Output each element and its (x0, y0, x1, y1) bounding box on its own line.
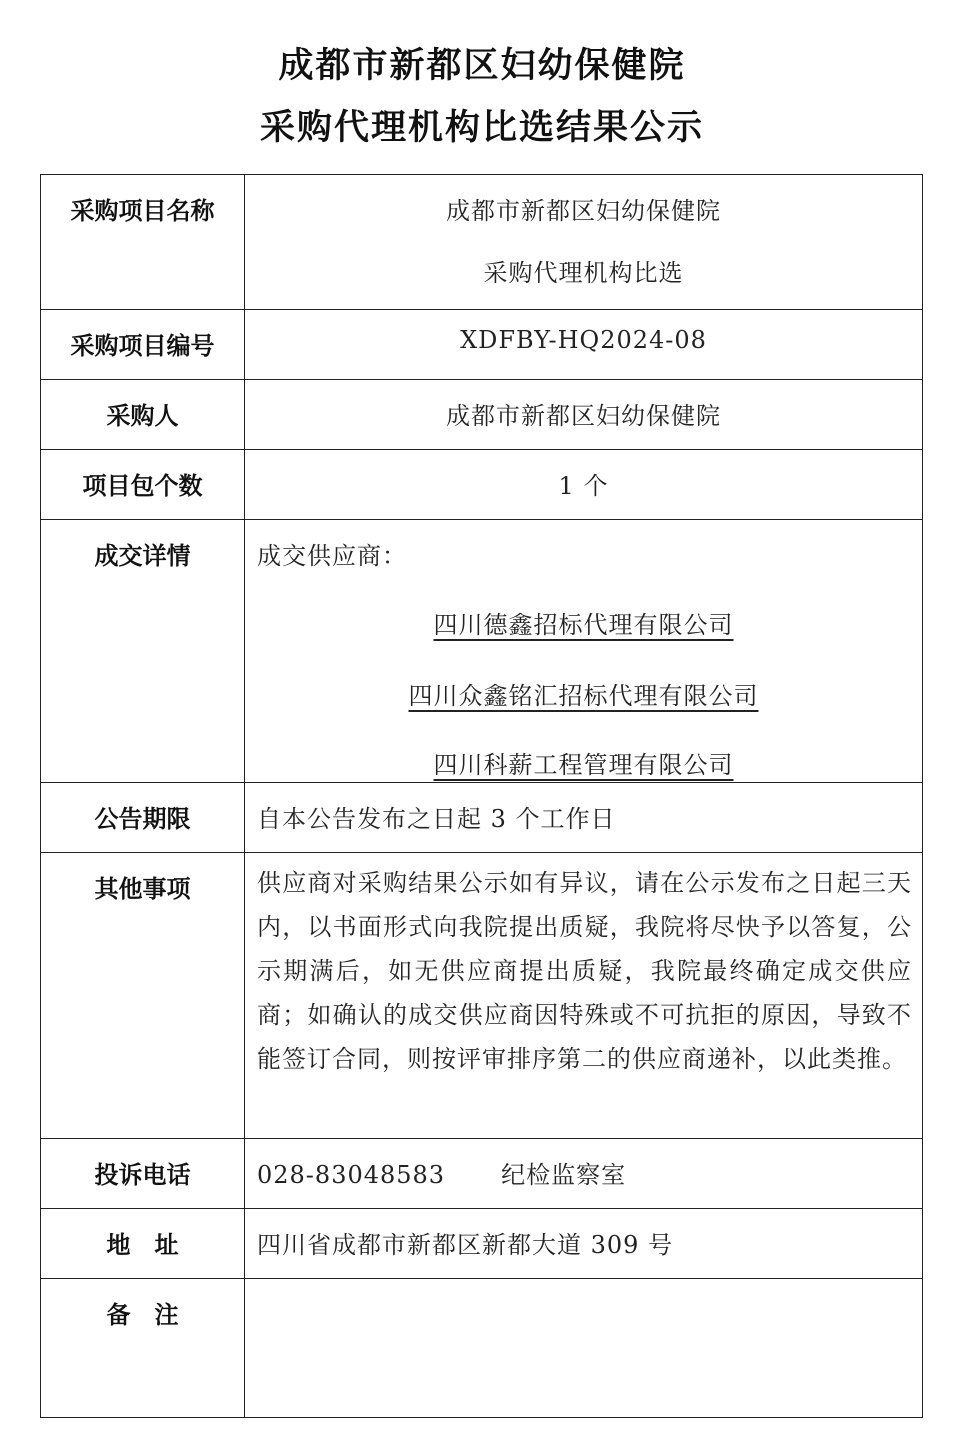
value-deal (245, 520, 923, 783)
label-project-name: 采购项目名称 (41, 175, 245, 310)
deal-intro: 成交供应商： (257, 542, 407, 570)
value-project-name (245, 175, 923, 310)
label-address: 地 址 (41, 1209, 245, 1279)
row-package-count (41, 450, 923, 520)
complaint-phone: 028-83048583 (257, 1161, 446, 1189)
announcement-table (40, 174, 923, 1418)
supplier-3: 四川科薪工程管理有限公司 (433, 751, 734, 779)
project-name-line2: 采购代理机构比选 (483, 259, 684, 287)
label-deal: 成交详情 (41, 520, 245, 783)
label-package-count: 项目包个数 (41, 450, 245, 520)
label-complaint: 投诉电话 (41, 1139, 245, 1209)
row-purchaser (41, 380, 923, 450)
label-project-no: 采购项目编号 (41, 310, 245, 380)
value-other (245, 853, 923, 1139)
value-period: 自本公告发布之日起 3 个工作日 (245, 783, 923, 853)
value-package-count: 1 个 (245, 450, 923, 520)
row-period (41, 783, 923, 853)
row-complaint (41, 1139, 923, 1209)
other-paragraph: 供应商对采购结果公示如有异议，请在公示发布之日起三天内，以书面形式向我院提出质疑，我院将尽快予以答复，公示期满后，如无供应商提出质疑，我院最终确定成交供应商；如确认的成交供应商因特殊或不可抗拒的原因，导致不能签订合同，则按评审排序第二的供应商递补，以此类推。 (257, 869, 912, 1073)
row-remarks (41, 1279, 923, 1418)
value-project-no: XDFBY-HQ2024-08 (245, 310, 923, 380)
label-other: 其他事项 (41, 853, 245, 1139)
document-title-line2: 采购代理机构比选结果公示 (259, 108, 704, 148)
value-complaint (245, 1139, 923, 1209)
supplier-1: 四川德鑫招标代理有限公司 (433, 611, 734, 639)
value-address: 四川省成都市新都区新都大道 309 号 (245, 1209, 923, 1279)
value-purchaser: 成都市新都区妇幼保健院 (245, 380, 923, 450)
label-remarks: 备 注 (41, 1279, 245, 1418)
row-other (41, 853, 923, 1139)
supplier-2: 四川众鑫铭汇招标代理有限公司 (408, 682, 759, 710)
row-deal (41, 520, 923, 783)
project-name-line1: 成都市新都区妇幼保健院 (446, 197, 721, 225)
document-title-line1: 成都市新都区妇幼保健院 (278, 46, 686, 86)
row-address (41, 1209, 923, 1279)
value-remarks (245, 1279, 923, 1418)
label-period: 公告期限 (41, 783, 245, 853)
label-purchaser: 采购人 (41, 380, 245, 450)
row-project-no (41, 310, 923, 380)
complaint-dept: 纪检监察室 (501, 1161, 627, 1189)
row-project-name (41, 175, 923, 310)
